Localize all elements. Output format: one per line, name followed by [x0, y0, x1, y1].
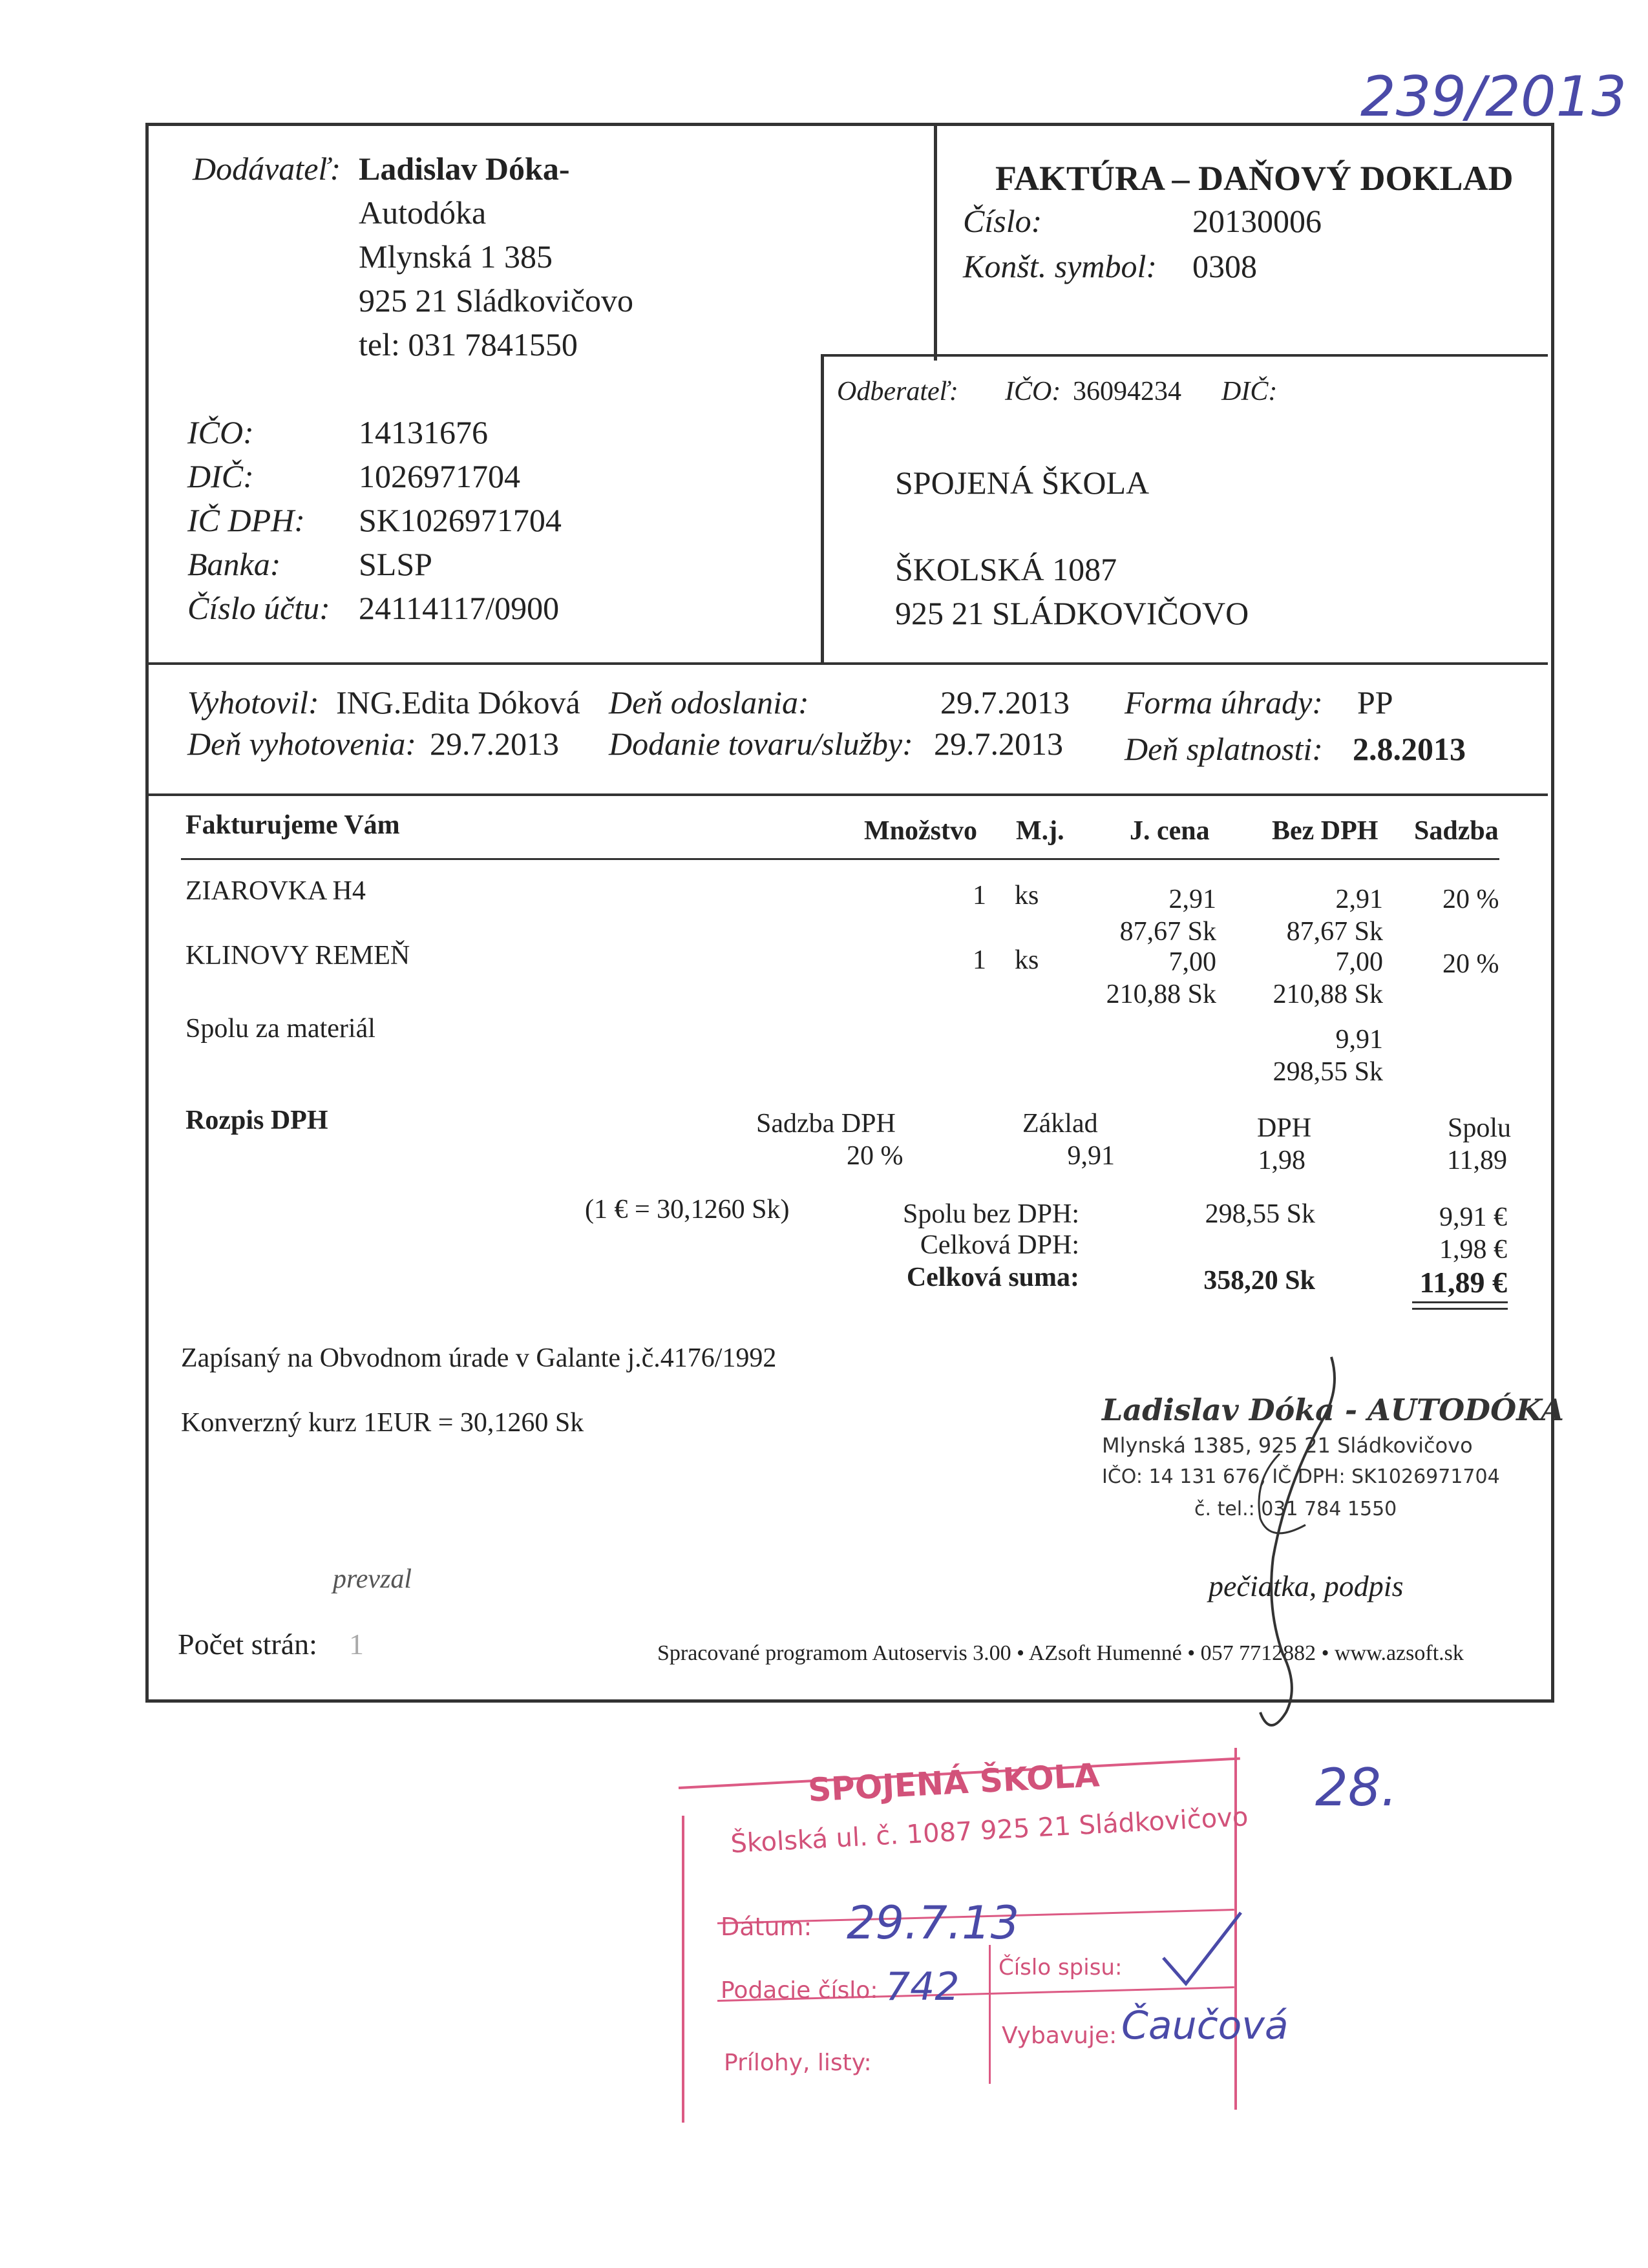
supplier-phone: tel: 031 7841550: [359, 326, 578, 362]
table-header-rule: [181, 858, 1499, 860]
item-price-sk: 210,88 Sk: [1106, 980, 1216, 1009]
stamp-file-label: Číslo spisu:: [998, 1955, 1123, 1980]
stamp-handler-label: Vybavuje:: [1002, 2022, 1117, 2049]
customer-ico: 36094234: [1073, 377, 1181, 406]
received-label: prevzal: [333, 1564, 412, 1594]
item-net: 2,91: [1335, 885, 1383, 914]
delivery-date: 29.7.2013: [934, 726, 1063, 762]
vat-col-total: Spolu: [1448, 1113, 1512, 1143]
item-qty: 1: [973, 881, 986, 910]
table-divider: [145, 793, 1548, 796]
vat-col-vat: DPH: [1257, 1113, 1312, 1143]
checkmark-icon: [1157, 1906, 1247, 1990]
customer-dic-label: DIČ:: [1221, 377, 1278, 406]
due-date: 2.8.2013: [1353, 731, 1466, 767]
vat-col-rate: Sadzba DPH: [756, 1109, 896, 1139]
constant-symbol-label: Konšt. symbol:: [963, 248, 1157, 284]
item-name: KLINOVY REMEŇ: [185, 941, 410, 971]
invoice-number-label: Číslo:: [963, 203, 1042, 239]
due-date-label: Deň splatnosti:: [1125, 731, 1323, 767]
supplier-icdph: SK1026971704: [359, 502, 562, 538]
payment-label: Forma úhrady:: [1125, 684, 1323, 720]
net-total-sk: 298,55 Sk: [1205, 1199, 1315, 1229]
item-price: 7,00: [1168, 947, 1216, 977]
issue-date-label: Deň vyhotovenia:: [187, 726, 417, 762]
vat-total-eur: 1,98 €: [1439, 1235, 1507, 1265]
net-total-eur: 9,91 €: [1439, 1202, 1507, 1232]
item-rate: 20 %: [1442, 949, 1499, 979]
col-price: J. cena: [1130, 816, 1210, 846]
header-divider-top: [821, 354, 1548, 357]
item-name: ZIAROVKA H4: [185, 876, 366, 906]
issued-by: ING.Edita Dóková: [336, 684, 580, 720]
item-rate: 20 %: [1442, 885, 1499, 914]
seal-company: Ladislav Dóka - AUTODÓKA: [1102, 1392, 1564, 1427]
delivery-label: Dodanie tovaru/služby:: [609, 726, 913, 762]
stamp-address: Školská ul. č. 1087 925 21 Sládkovičovo: [730, 1802, 1249, 1859]
supplier-dic: 1026971704: [359, 458, 520, 494]
signature-icon: [1209, 1350, 1351, 1738]
vat-rate: 20 %: [847, 1141, 903, 1171]
vat-base: 9,91: [1067, 1141, 1115, 1171]
issue-date: 29.7.2013: [430, 726, 559, 762]
vat-amount: 1,98: [1258, 1146, 1305, 1175]
grand-total-label: Celková suma:: [906, 1263, 1079, 1292]
supplier-dic-label: DIČ:: [187, 458, 254, 494]
supplier-label: Dodávateľ:: [193, 151, 341, 187]
vat-total: 11,89: [1447, 1146, 1507, 1175]
grand-total-eur: 11,89 €: [1419, 1266, 1507, 1299]
stamp-divider-vertical: [989, 1945, 991, 2084]
supplier-company: Autodóka: [359, 194, 487, 231]
subtotal-sk: 298,55 Sk: [1273, 1057, 1383, 1087]
customer-city: 925 21 SLÁDKOVIČOVO: [895, 595, 1249, 631]
vat-total-label: Celková DPH:: [920, 1230, 1079, 1260]
stamp-reg-number: 742: [885, 1964, 960, 2010]
col-items: Fakturujeme Vám: [185, 810, 400, 840]
item-unit: ks: [1015, 881, 1039, 910]
supplier-city: 925 21 Sládkovičovo: [359, 282, 633, 319]
invoice-number: 20130006: [1192, 203, 1322, 239]
fx-rate: (1 € = 30,1260 Sk): [585, 1195, 790, 1224]
supplier-ico: 14131676: [359, 414, 488, 450]
vat-col-base: Základ: [1022, 1109, 1098, 1139]
stamp-attach-label: Prílohy, listy:: [724, 2050, 872, 2076]
vat-title: Rozpis DPH: [185, 1106, 328, 1135]
stamp-left-border: [682, 1816, 684, 2123]
total-underline-2: [1412, 1308, 1508, 1310]
supplier-street: Mlynská 1 385: [359, 238, 553, 275]
col-unit: M.j.: [1016, 816, 1064, 846]
stamp-date: 29.7.13: [847, 1896, 1020, 1949]
grand-total-sk: 358,20 Sk: [1203, 1266, 1315, 1296]
seal-address: Mlynská 1385, 925 21 Sládkovičovo: [1102, 1433, 1473, 1458]
issued-by-label: Vyhotovil:: [187, 684, 319, 720]
item-net-sk: 210,88 Sk: [1273, 980, 1383, 1009]
seal-phone: č. tel.: 031 784 1550: [1194, 1498, 1397, 1520]
page-count: 1: [349, 1628, 364, 1661]
meta-divider: [145, 662, 1548, 665]
subtotal-label: Spolu za materiál: [185, 1014, 375, 1044]
signature-label: pečiatka, podpis: [1209, 1570, 1404, 1602]
item-net-sk: 87,67 Sk: [1286, 917, 1383, 947]
header-divider-vertical: [934, 123, 937, 361]
registration-note: Zapísaný na Obvodnom úrade v Galante j.č.4176/1992: [181, 1343, 777, 1373]
item-unit: ks: [1015, 945, 1039, 975]
supplier-account: 24114117/0900: [359, 590, 560, 626]
page-count-label: Počet strán:: [178, 1628, 317, 1661]
customer-ico-label: IČO:: [1005, 377, 1061, 406]
item-qty: 1: [973, 945, 986, 975]
customer-box-left: [821, 354, 824, 664]
supplier-bank: SLSP: [359, 546, 432, 582]
payment-method: PP: [1357, 684, 1393, 720]
invoice-title: FAKTÚRA – DAŇOVÝ DOKLAD: [995, 159, 1514, 198]
seal-ids: IČO: 14 131 676, IČ DPH: SK1026971704: [1102, 1465, 1500, 1488]
col-qty: Množstvo: [864, 816, 977, 846]
supplier-ico-label: IČO:: [187, 414, 254, 450]
software-credit: Spracované programom Autoservis 3.00 • AZsoft Humenné • 057 7712882 • www.azsoft.sk: [657, 1641, 1464, 1665]
supplier-name: Ladislav Dóka-: [359, 151, 570, 187]
stamp-date-label: Dátum:: [721, 1913, 812, 1941]
supplier-icdph-label: IČ DPH:: [187, 502, 305, 538]
constant-symbol: 0308: [1192, 248, 1257, 284]
subtotal-eur: 9,91: [1335, 1025, 1383, 1055]
customer-street: ŠKOLSKÁ 1087: [895, 551, 1117, 587]
item-price-sk: 87,67 Sk: [1119, 917, 1216, 947]
conversion-rate: Konverzný kurz 1EUR = 30,1260 Sk: [181, 1408, 584, 1438]
item-net: 7,00: [1335, 947, 1383, 977]
customer-name: SPOJENÁ ŠKOLA: [895, 465, 1150, 501]
item-price: 2,91: [1168, 885, 1216, 914]
supplier-bank-label: Banka:: [187, 546, 281, 582]
stamp-handler: Čaučová: [1121, 2003, 1289, 2048]
stamp-school: SPOJENÁ ŠKOLA: [807, 1756, 1101, 1809]
stamp-reg-label: Podacie číslo:: [721, 1977, 878, 2004]
col-net: Bez DPH: [1272, 816, 1379, 846]
total-underline-1: [1412, 1301, 1508, 1303]
handwritten-reg-note: 239/2013: [1360, 65, 1627, 129]
sent-date: 29.7.2013: [940, 684, 1070, 720]
handwritten-margin-note: 28.: [1315, 1758, 1398, 1818]
sent-label: Deň odoslania:: [609, 684, 809, 720]
col-rate: Sadzba: [1414, 816, 1499, 846]
net-total-label: Spolu bez DPH:: [903, 1199, 1079, 1229]
supplier-account-label: Číslo účtu:: [187, 590, 330, 626]
customer-label: Odberateľ:: [837, 377, 958, 406]
